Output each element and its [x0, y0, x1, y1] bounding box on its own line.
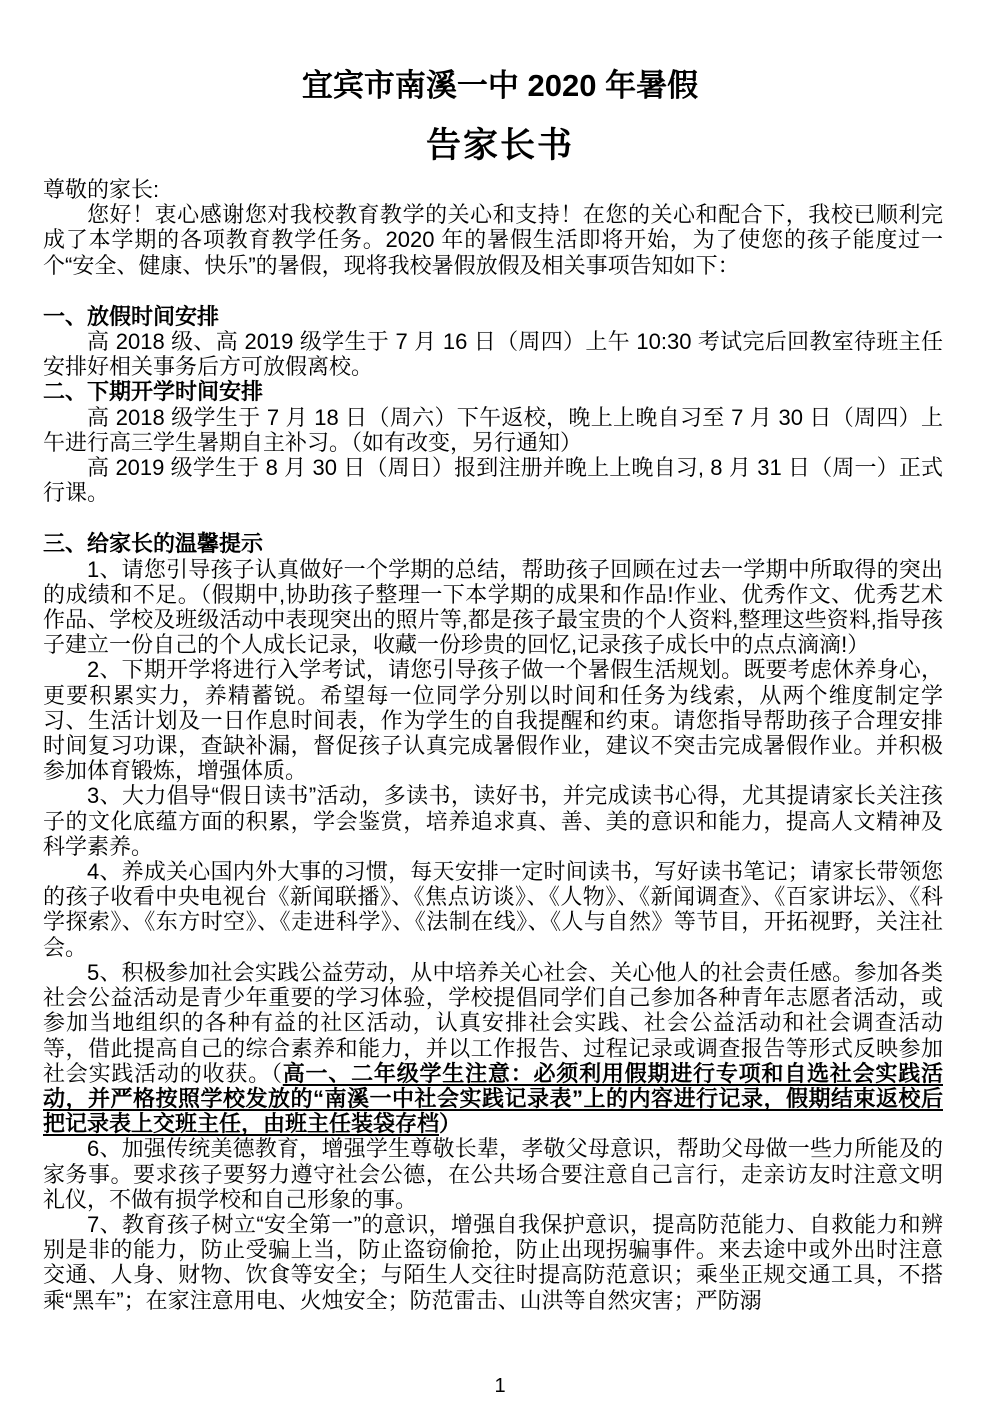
section-1-heading: 一、放假时间安排: [43, 303, 220, 329]
tip-item-7: 7、教育孩子树立“安全第一”的意识，增强自我保护意识，提高防范能力、自救能力和辨别是非的能力，防止受骗上当，防止盗窃偷抢，防止出现拐骗事件。来去途中或外出时注意交通、人身、财物、饮食等安全；与陌生人交往时提高防范意识；乘坐正规交通工具，不搭乘“黑车”；在家注意用电、火烛安全；防范雷击、山洪等自然灾害；严防溺: [43, 1211, 943, 1313]
section-1-paragraph: 高 2018 级、高 2019 级学生于 7 月 16 日（周四）上午 10:30 考试完后回教室待班主任安排好相关事务后方可放假离校。: [43, 329, 943, 380]
salutation: 尊敬的家长:: [43, 177, 160, 202]
tip-item-5: [43, 960, 943, 1136]
tip-item-2: 2、下期开学将进行入学考试，请您引导孩子做一个暑假生活规划。既要考虑休养身心，更要积累实力，养精蓄锐。希望每一位同学分别以时间和任务为线索，从两个维度制定学习、生活计划及一日作息时间表，作为学生的自我提醒和约束。请您指导帮助孩子合理安排时间复习功课，查缺补漏，督促孩子认真完成暑假作业，建议不突击完成暑假作业。并积极参加体育锻炼，增强体质。: [43, 657, 943, 784]
tip-item-1: 1、请您引导孩子认真做好一个学期的总结，帮助孩子回顾在过去一学期中所取得的突出的成绩和不足。（假期中,协助孩子整理一下本学期的成果和作品!作业、优秀作文、优秀艺术作品、学校及班级活动中表现突出的照片等,都是孩子最宝贵的个人资料,整理这些资料,指导孩子建立一份自己的个人成长记录，收藏一份珍贵的回忆,记录孩子成长中的点点滴滴!）: [43, 556, 943, 658]
intro-paragraph: 您好！衷心感谢您对我校教育教学的关心和支持！在您的关心和配合下，我校已顺利完成了本学期的各项教育教学任务。2020 年的暑假生活即将开始，为了使您的孩子能度过一个“安全、健康、快乐”的暑假，现将我校暑假放假及相关事项告知如下：: [43, 202, 943, 278]
tip-item-6: 6、加强传统美德教育，增强学生尊敬长辈，孝敬父母意识，帮助父母做一些力所能及的家务事。要求孩子要努力遵守社会公德，在公共场合要注意自己言行，走亲访友时注意文明礼仪，不做有损学校和自己形象的事。: [43, 1136, 943, 1212]
tip-item-5-text: 5、积极参加社会实践公益劳动，从中培养关心社会、关心他人的社会责任感。参加各类社会公益活动是青少年重要的学习体验，学校提倡同学们自己参加各种青年志愿者活动，或参加当地组织的各种有益的社区活动，认真安排社会实践、社会公益活动和社会调查活动等，借此提高自己的综合素养和能力，并以工作报告、过程记录或调查报告等形式反映参加社会实践活动的收获。（: [43, 959, 943, 1086]
doc-body: [43, 177, 943, 1313]
section-2-heading: 二、下期开学时间安排: [43, 379, 264, 405]
section-2-paragraph-2: 高 2019 级学生于 8 月 30 日（周日）报到注册并晚上上晚自习, 8 月 31 日（周一）正式行课。: [43, 455, 943, 506]
tip-item-5-highlight: 高一、二年级学生注意：必须利用假期进行专项和自选社会实践活动，并严格按照学校发放的“南溪一中社会实践记录表”上的内容进行记录，假期结束返校后把记录表上交班主任，由班主任装袋存档: [43, 1060, 943, 1137]
section-2-paragraph-1: 高 2018 级学生于 7 月 18 日（周六）下午返校，晚上上晚自习至 7 月 30 日（周四）上午进行高三学生暑期自主补习。（如有改变，另行通知）: [43, 404, 943, 455]
tip-item-3: 3、大力倡导“假日读书”活动，多读书，读好书，并完成读书心得，尤其提请家长关注孩子的文化底蕴方面的积累，学会鉴赏，培养追求真、善、美的意识和能力，提高人文精神及科学素养。: [43, 783, 943, 859]
tip-item-4: 4、养成关心国内外大事的习惯，每天安排一定时间读书，写好读书笔记；请家长带领您的孩子收看中央电视台《新闻联播》、《焦点访谈》、《人物》、《新闻调查》、《百家讲坛》、《科学探索》、《东方时空》、《走进科学》、《法制在线》、《人与自然》等节目，开拓视野，关注社会。: [43, 859, 943, 960]
page-number: 1: [494, 1375, 506, 1397]
doc-title-line1: 宜宾市南溪一中 2020 年暑假: [301, 68, 699, 103]
section-3-heading: 三、给家长的温馨提示: [43, 531, 264, 557]
tip-item-5-tail: ）: [439, 1111, 462, 1137]
doc-title-line2: 告家长书: [425, 126, 574, 165]
